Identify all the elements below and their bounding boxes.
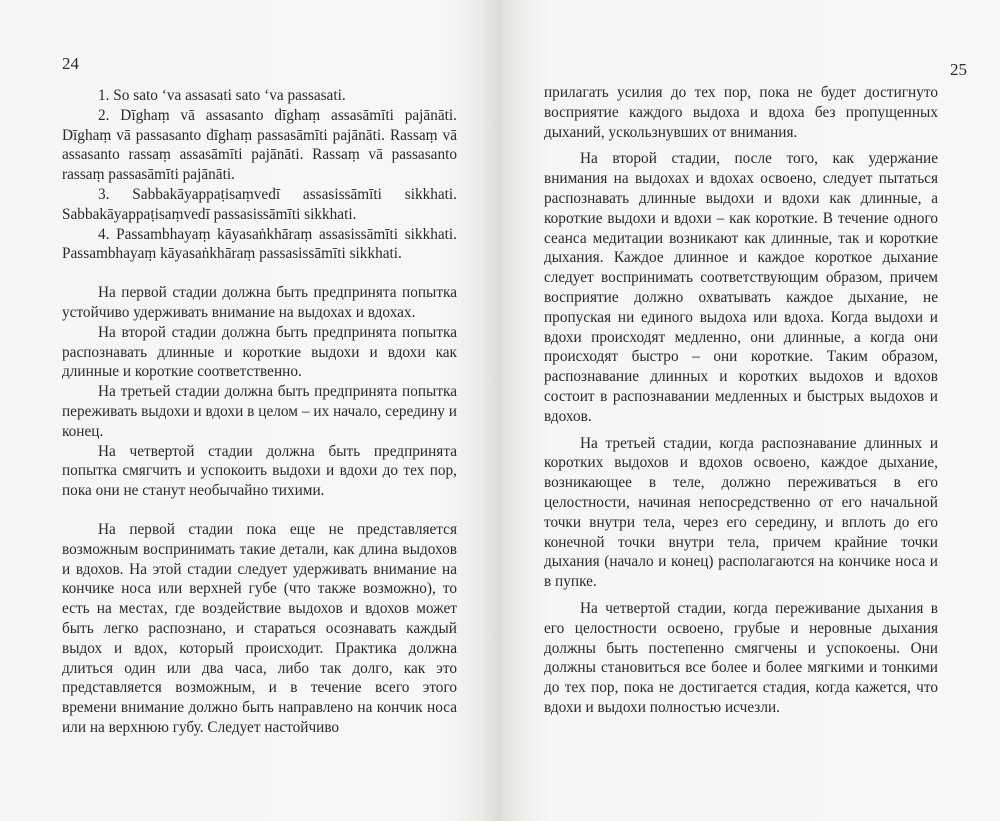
stage-3-detail: На третьей стадии, когда распознавание длинных и коротких выдохов и вдохов освоено, каждое дыхание, возникающее в теле, должно переживаться в его целостности, начиная непосредственно от его начальной точки внутри тела, через его середину, и вплоть до его конечной точки внутри тела, причем крайние точки дыхания (начало и конец) располагаются на кончике носа и в пупке. xyxy=(544,434,938,591)
stage-1-detail: На первой стадии пока еще не представляется возможным воспринимать такие детали, как длина выдохов и вдохов. На этой стадии следует удерживать внимание на кончике носа или верхней губе (что также возможно), то есть на местах, где воздействие выдохов и вдохов может быть легко распознано, и стараться осознавать каждый выдох и вдох, который происходит. Практика должна длиться один или два часа, либо так долго, как это представляется возможным, и в течение всего этого времени внимание должно быть направлено на кончик носа или на верхнюю губу. Следует настойчиво xyxy=(62,520,457,736)
stage-4-detail: На четвертой стадии, когда переживание дыхания в его целостности освоено, грубые и неровные дыхания должны быть постепенно смягчены и успокоены. Они должны становиться все более и более мягкими и тонкими до тех пор, пока не достигается стадия, когда кажется, что вдохи и выдохи полностью исчезли. xyxy=(544,599,938,716)
right-page-text xyxy=(544,83,938,718)
pali-verse-1: 1. So sato ‘va assasati sato ‘va passasati. xyxy=(98,87,346,104)
page-number-right: 25 xyxy=(950,60,967,79)
stage-1-detail-continued: прилагать усилия до тех пор, пока не будет достигнуто восприятие каждого выдоха и вдоха без пропущенных дыханий, ускользнувших от внимания. xyxy=(544,84,938,141)
spine-shadow xyxy=(480,0,520,821)
pali-verse-3: 3. Sabbakāyappaṭisaṃvedī assasissāmīti sikkhati. Sabbakāyappaṭisaṃvedī passasissāmīti sikkhati. xyxy=(62,185,457,223)
stage-1-summary: На первой стадии должна быть предпринята попытка устойчиво удерживать внимание на выдохах и вдохах. xyxy=(62,284,457,321)
stage-3-summary: На третьей стадии должна быть предпринята попытка переживать выдохи и вдохи в целом – их начало, середину и конец. xyxy=(62,383,457,440)
pali-verse-4: 4. Passambhayaṃ kāyasaṅkhāraṃ assasissāmīti sikkhati. Passambhayaṃ kāyasaṅkhāraṃ passasissāmīti sikkhati. xyxy=(62,225,457,263)
left-page-text xyxy=(62,86,457,738)
page-number-left: 24 xyxy=(62,54,79,73)
stage-2-summary: На второй стадии должна быть предпринята попытка распознавать длинные и короткие выдохи и вдохи как длинные и короткие соответственно. xyxy=(62,323,457,381)
stage-4-summary: На четвертой стадии должна быть предпринята попытка смягчить и успокоить выдохи и вдохи до тех пор, пока они не станут необычайно тихими. xyxy=(62,442,457,500)
stage-2-detail: На второй стадии, после того, как удержание внимания на выдохах и вдохах освоено, следует пытаться распознавать длинные выдохи и вдохи как длинные, а короткие выдохи и вдохи – как короткие. В течение одного сеанса медитации возникают как длинные, так и короткие дыхания. Каждое длинное и каждое короткое дыхание следует воспринимать соответствующим образом, причем восприятие должно охватывать каждое дыхание, не пропуская ни единого выдоха или вдоха. Когда выдохи и вдохи происходят медленно, они длинные, а когда они происходят быстро – они короткие. Таким образом, распознавание длинных и коротких выдохов и вдохов состоит в распознавании медленных и быстрых выдохов и вдохов. xyxy=(544,150,938,425)
right-page xyxy=(500,0,1000,821)
pali-verse-2: 2. Dīghaṃ vā assasanto dīghaṃ assasāmīti pajānāti. Dīghaṃ vā passasanto dīghaṃ passasāmīti pajānāti. Rassaṃ vā assasanto rassaṃ assasāmīti pajānāti. Rassaṃ vā passasanto rassaṃ passasāmīti pajānāti. xyxy=(62,106,457,184)
